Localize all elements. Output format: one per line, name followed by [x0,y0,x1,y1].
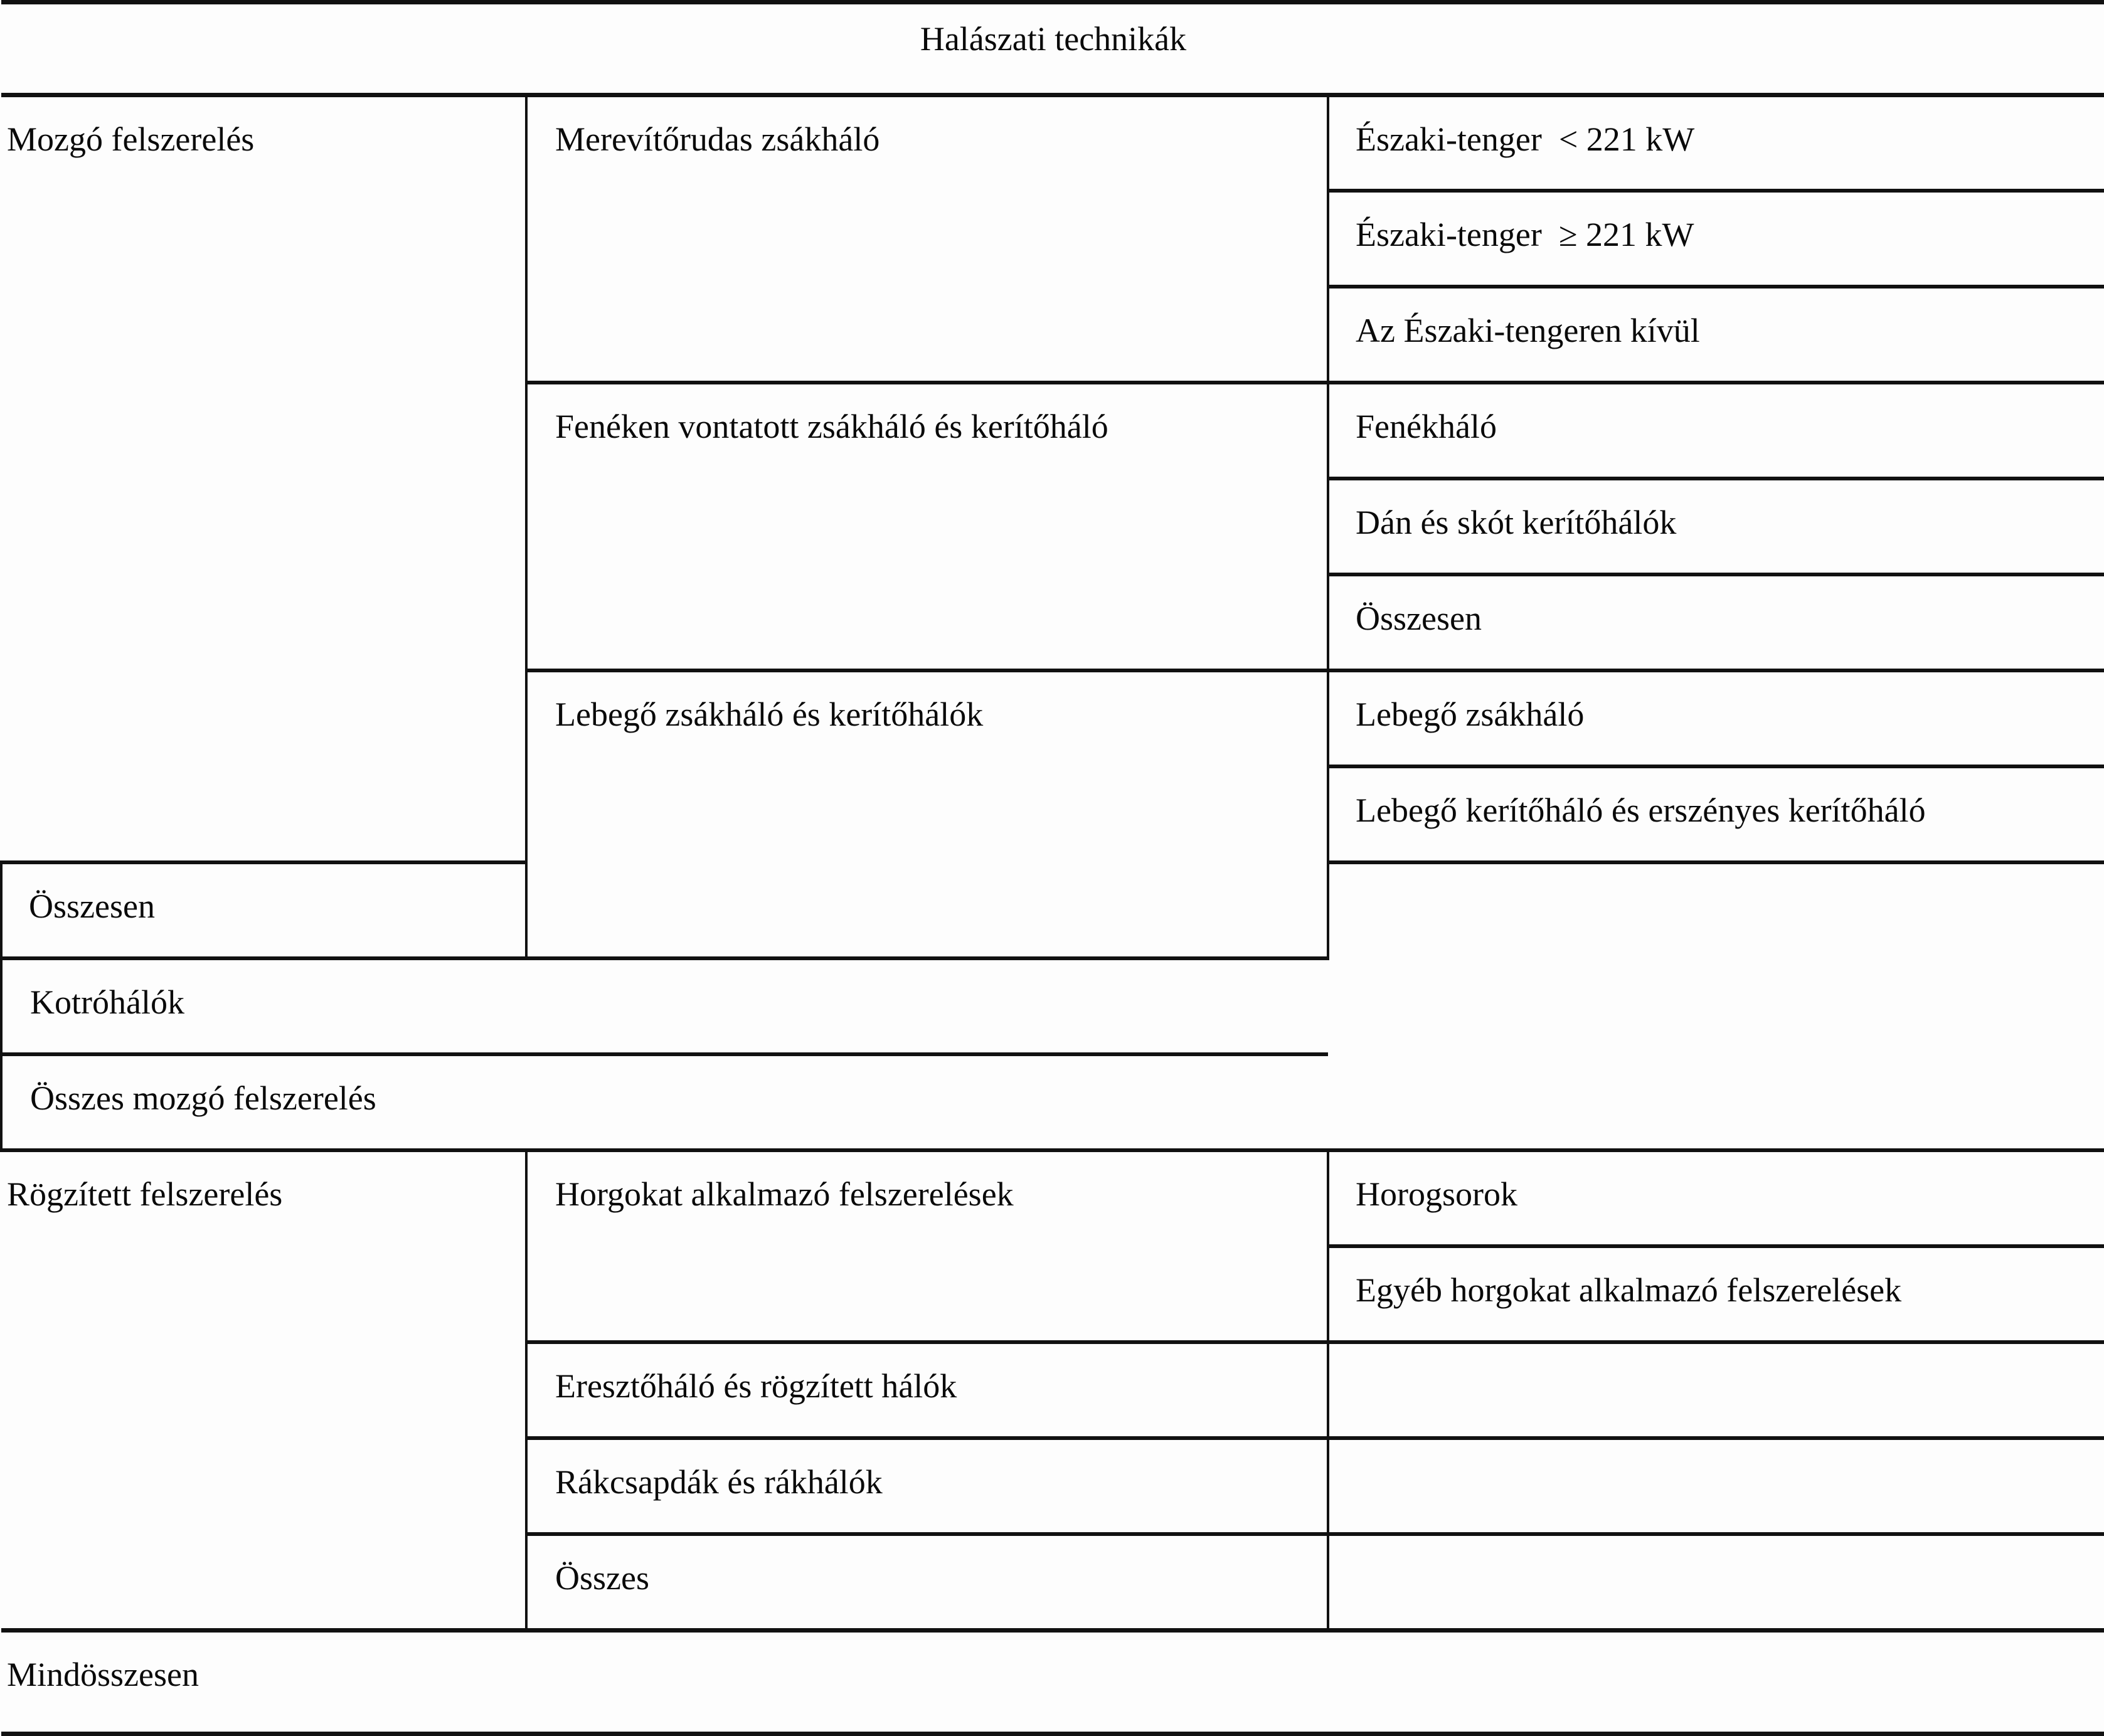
group-cell-horgokat-alkalmazo-felszerelesek: Horgokat alkalmazó felszerelések [526,1150,1328,1342]
group-cell-kotrohalok: Kotróhálók [1,958,1328,1054]
item-cell-eszaki-tenger-ge-221kw: Északi-tenger ≥ 221 kW [1328,191,2104,287]
group-cell-osszes: Összes [526,1534,1328,1630]
group-cell-feneken-vontatott-zsakhalo: Fenéken vontatott zsákháló és kerítőháló [526,383,1328,670]
footer-cell-mindosszesen: Mindösszesen [1,1630,2104,1733]
table-row [1,95,2104,191]
item-cell-az-eszaki-tengeren-kivul: Az Északi-tengeren kívül [1328,287,2104,383]
item-cell-egyeb-horgokat-alkalmazo: Egyéb horgokat alkalmazó felszerelések [1328,1246,2104,1342]
table-row [1,1054,2104,1150]
table-footer-row [1,1630,2104,1733]
item-cell-empty-2 [1328,1438,2104,1534]
item-cell-horogsorok: Horogsorok [1328,1150,2104,1246]
group-cell-osszes-mozgo-felszereles: Összes mozgó felszerelés [1,1054,1328,1150]
item-cell-empty-3 [1328,1534,2104,1630]
item-cell-empty-1 [1328,1342,2104,1438]
item-cell-lebego-zsakhalo: Lebegő zsákháló [1328,670,2104,766]
item-cell-eszaki-tenger-lt-221kw: Északi-tenger < 221 kW [1328,95,2104,191]
group-cell-rakcsapdak-es-rakhalok: Rákcsapdák és rákhálók [526,1438,1328,1534]
item-cell-lebego-keritohalo-es-erszenyes: Lebegő kerítőháló és erszényes kerítőháló [1328,766,2104,862]
item-cell-dan-es-skot-keritohalok: Dán és skót kerítőhálók [1328,479,2104,574]
item-cell-osszesen-1: Összesen [1328,574,2104,670]
group-cell-merevitorudas-zsakhalo: Merevítőrudas zsákháló [526,95,1328,383]
category-cell-mozgo-felszereles: Mozgó felszerelés [1,95,526,862]
table-title: Halászati technikák [1,3,2104,95]
table-header-row [1,3,2104,95]
item-cell-fenekhalo: Fenékháló [1328,383,2104,479]
item-cell-osszesen-2: Összesen [1,862,526,958]
group-cell-eresztohalo-es-rogzitett-halok: Eresztőháló és rögzített hálók [526,1342,1328,1438]
group-cell-lebego-zsakhalo-es-keritohalok: Lebegő zsákháló és kerítőhálók [526,670,1328,958]
category-cell-rogzitett-felszereles: Rögzített felszerelés [1,1150,526,1630]
table-row [1,958,2104,1054]
table-row [1,1150,2104,1246]
